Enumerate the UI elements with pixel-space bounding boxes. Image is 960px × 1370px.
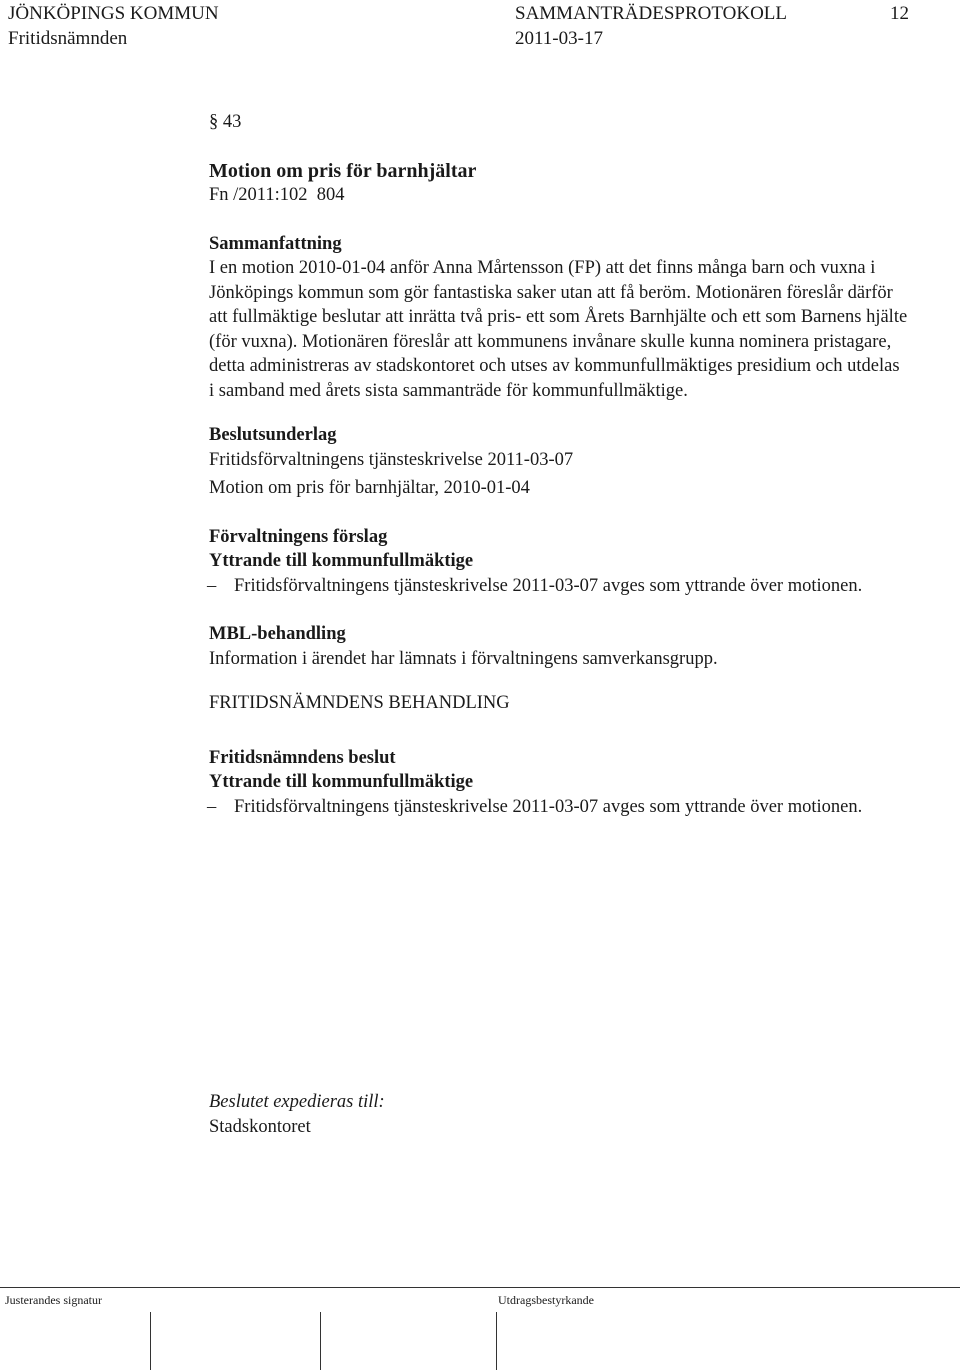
footer-divider	[0, 1287, 960, 1288]
signature-box-line	[150, 1312, 151, 1370]
dispatch-recipient: Stadskontoret	[209, 1116, 311, 1137]
mbl-text: Information i ärendet har lämnats i förvaltningens samverkansgrupp.	[209, 648, 718, 669]
proposal-item-text: Fritidsförvaltningens tjänsteskrivelse 2011-03-07 avges som yttrande över motionen.	[234, 575, 863, 596]
signature-label: Justerandes signatur	[5, 1293, 102, 1307]
organization-name: JÖNKÖPINGS KOMMUN	[8, 3, 219, 24]
proposal-subheading: Yttrande till kommunfullmäktige	[209, 551, 474, 571]
section-number: § 43	[209, 112, 242, 132]
treatment-heading: FRITIDSNÄMNDENS BEHANDLING	[209, 693, 510, 713]
page-number: 12	[890, 3, 909, 24]
mbl-heading: MBL-behandling	[209, 624, 346, 644]
protocol-body	[209, 110, 909, 819]
dispatch-label: Beslutet expedieras till:	[209, 1092, 385, 1112]
signature-box-line	[320, 1312, 321, 1370]
summary-heading: Sammanfattning	[209, 233, 342, 254]
meeting-date: 2011-03-17	[515, 28, 603, 49]
section-title: Motion om pris för barnhjältar	[209, 159, 477, 182]
case-reference: Fn /2011:102 804	[209, 185, 345, 205]
decision-heading: Fritidsnämndens beslut	[209, 747, 396, 768]
dash-bullet: –	[207, 575, 217, 596]
document-type: SAMMANTRÄDESPROTOKOLL	[515, 3, 788, 24]
committee-name: Fritidsnämnden	[8, 28, 128, 49]
basis-item: Motion om pris för barnhjältar, 2010-01-04	[209, 478, 530, 498]
proposal-item	[209, 574, 909, 599]
dispatch-block	[209, 1090, 909, 1139]
decision-item-text: Fritidsförvaltningens tjänsteskrivelse 2011-03-07 avges som yttrande över motionen.	[234, 796, 863, 817]
summary-text: I en motion 2010-01-04 anför Anna Mårtensson (FP) att det finns många barn och vuxna i Jönköpings kommun som gör fantastiska saker utan att få beröm. Motionären föreslår därför att fullmäktige beslutar att inrätta två pris- ett som Årets Barnhjälte och ett som Barnens hjälte (för vuxna). Motionären föreslår att kommunens invånare skulle kunna nominera pristagare, detta administreras av stadskontoret och utses av kommunfullmäktiges presidium och utdelas i samband med årets sista sammanträde för kommunfullmäktige.	[209, 258, 908, 401]
dash-bullet: –	[207, 796, 217, 817]
proposal-heading: Förvaltningens förslag	[209, 526, 388, 547]
certification-label: Utdragsbestyrkande	[498, 1293, 594, 1307]
decision-item	[209, 795, 909, 820]
decision-subheading: Yttrande till kommunfullmäktige	[209, 772, 474, 792]
basis-heading: Beslutsunderlag	[209, 425, 337, 445]
signature-box-line	[496, 1312, 497, 1370]
basis-item: Fritidsförvaltningens tjänsteskrivelse 2011-03-07	[209, 449, 574, 470]
